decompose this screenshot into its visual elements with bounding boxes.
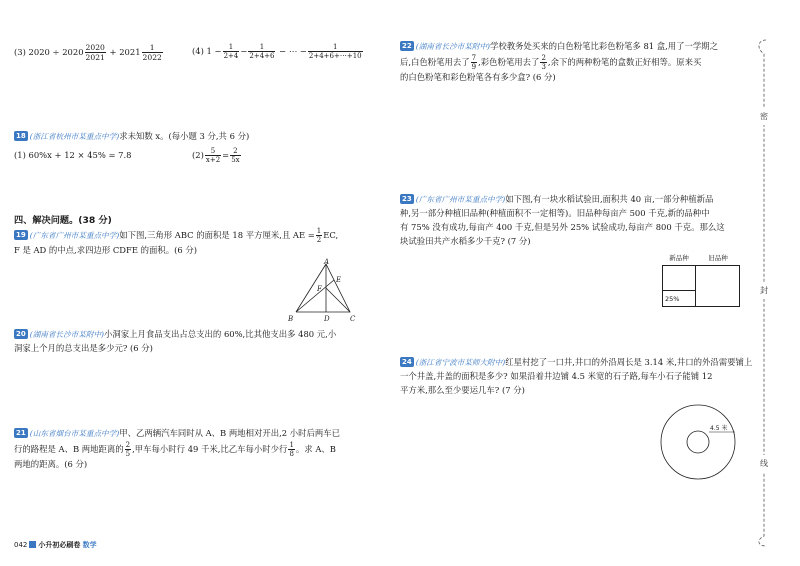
question-20: 20 (湖南省长沙市某附中)小洞家上月食品支出占总支出的 60%,比其他支出多 480 元,小 洞家上个月的总支出是多少元? (6 分): [14, 329, 337, 353]
question-text: 求未知数 x。(每小题 3 分,共 6 分): [119, 131, 250, 141]
brand-square-icon: [29, 541, 36, 548]
equation-2: (2) $\frac{5}{x+2}$ = $\frac{2}{5x}$: [192, 146, 240, 164]
label-d: D: [324, 315, 330, 323]
segment-be: [296, 280, 334, 312]
question-number: 19: [16, 231, 26, 239]
segment-fc: [326, 288, 350, 312]
expression-3: (3) 2020 ÷ 2020 $\frac{2020}{2021}$ + 2021 $\frac{1}{2022}$: [14, 43, 162, 62]
question-23: 23 (广东省广州市某重点中学)如下图,有一块水稻试验田,面积共 40 亩,一部分种植新品 种,另一部分种植旧品种(种植面积不一定相等)。旧品种每亩产 500 千克,新的品种中 有 75% 没有成功,每亩产 400 千克,但是另外 25% 试验成功,每亩产 800 千克。那么这 块试验田共产水稻多少千克? (7 分): [400, 194, 725, 246]
success-area: 25%: [663, 290, 695, 306]
binding-seal-char: 密: [758, 108, 770, 125]
outer-circle: [661, 405, 735, 479]
question-number: 24: [402, 358, 412, 366]
field-rectangle: [662, 265, 740, 307]
question-number: 20: [16, 330, 26, 338]
question-18: [14, 130, 384, 165]
left-page: [0, 0, 395, 566]
label-c: C: [350, 315, 356, 323]
question-19: 19 (广东省广州市某重点中学)如下图,三角形 ABC 的面积是 18 平方厘米,且 AE = $\frac{1}{2}$ EC, F 是 AD 的中点,求四边形 CDFE 的面积。(6 分): [14, 227, 339, 255]
width-label: 4.5 米: [710, 425, 728, 432]
well-diagram: [658, 402, 738, 482]
question-source: (湖南省长沙市某附中): [415, 42, 491, 51]
label-b: B: [288, 315, 294, 323]
question-source: (浙江省宁波市某师大附中): [415, 358, 506, 367]
label-a: A: [324, 258, 330, 266]
label-e: E: [336, 276, 342, 284]
label-f: F: [317, 285, 322, 293]
brand-name: 小升初必刷卷: [38, 541, 81, 549]
question-source: (浙江省杭州市某重点中学): [29, 132, 120, 141]
new-variety-area: [663, 266, 696, 306]
label-old-variety: 旧品种: [708, 254, 728, 262]
equation-1: (1) 60%x + 12 × 45% = 7.8: [14, 149, 132, 160]
question-number: 22: [402, 42, 412, 50]
label-new-variety: 新品种: [669, 254, 689, 262]
question-22: 22 (湖南省长沙市某附中)学校教务处买来的白色粉笔比彩色粉笔多 81 盒,用了一学期之 后,白色粉笔用去了 $\frac{7}{9}$ ,彩色粉笔用去了 $\frac{2}{3}$ ,余下的两种粉笔的盒数正好相等。原来买 的白色粉笔和彩色粉笔各有多少盒? (6 分): [400, 41, 719, 82]
question-number: 21: [16, 429, 26, 437]
subject-name: 数学: [82, 541, 97, 549]
question-source: (湖南省长沙市某附中): [29, 330, 105, 339]
question-number: 23: [402, 195, 412, 203]
question-number: 18: [16, 132, 26, 140]
binding-line-char: 线: [758, 455, 770, 472]
right-page: [400, 0, 800, 566]
inner-circle: [687, 431, 709, 453]
question-21: 21 (山东省烟台市某重点中学)甲、乙两辆汽车同时从 A、B 两地相对开出,2 小时后两车已 行的路程是 A、B 两地距离的 $\frac{2}{5}$ ,甲车每小时行 49 千米,比乙车每小时少行 $\frac{1}{8}$ 。求 A、B 两地的距离。(6 分): [14, 428, 341, 469]
question-source: (广东省广州市某重点中学): [415, 195, 506, 204]
page-footer: [14, 540, 97, 552]
question-source: (山东省烟台市某重点中学): [29, 429, 120, 438]
section-title: 四、解决问题。(38 分): [14, 215, 112, 226]
expression-4: (4) 1 − $\frac{1}{2+4}$ − $\frac{1}{2+4+6}$ − ⋯ − $\frac{1}{2+4+6+\cdots+10}$: [192, 43, 362, 60]
old-variety-area: [696, 266, 739, 306]
triangle-figure: [286, 258, 358, 324]
question-source: (广东省广州市某重点中学): [29, 231, 120, 240]
binding-seal-char: 封: [758, 282, 770, 299]
page-number: 042: [14, 541, 28, 549]
rice-field-diagram: [662, 253, 740, 307]
question-24: 24 (浙江省宁波市某师大附中)红星村挖了一口井,井口的外沿周长是 3.14 米,井口的外沿需要铺上 一个井盖,井盖的面积是多少? 如果沿着井边铺 4.5 米宽的石子路,每车小石子能铺 12 平方米,那么至少要运几车? (7 分): [400, 357, 753, 395]
